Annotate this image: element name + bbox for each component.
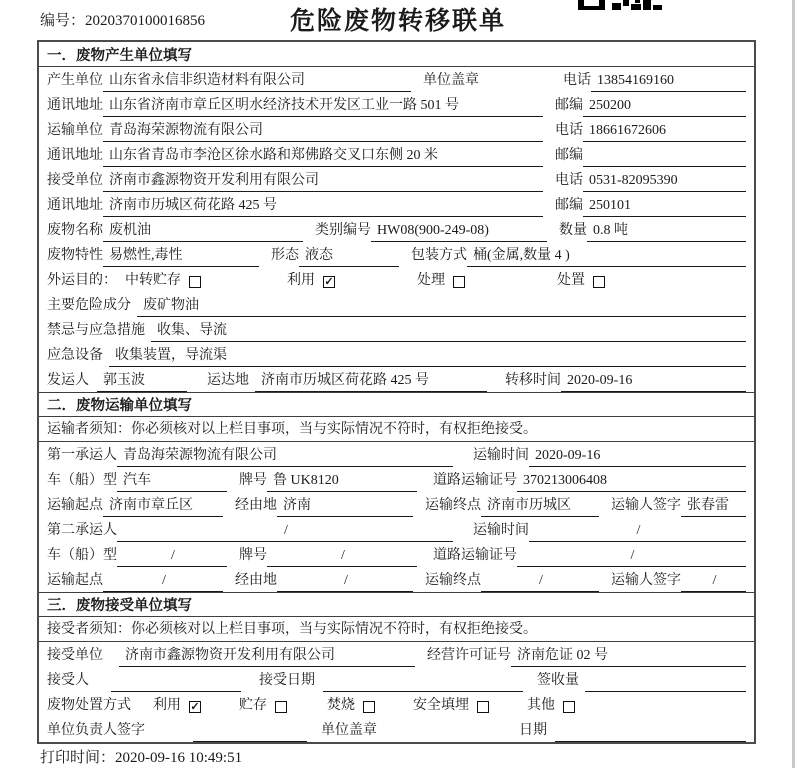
receive-unit-row (39, 642, 754, 667)
hazard-component-row (39, 292, 754, 317)
responsible-sign-value (193, 739, 307, 742)
transporter-address-row (39, 142, 754, 167)
category-code-value: HW08(900-249-08) (371, 223, 547, 242)
signoff-row (39, 717, 754, 742)
road-cert1-label: 道路运输证号 (433, 473, 517, 488)
route1-end-label: 运输终点 (425, 498, 481, 513)
producer-address-label: 通讯地址 (47, 98, 103, 113)
license-label: 经营许可证号 (427, 648, 511, 663)
plate2-value: / (267, 548, 417, 567)
transporter-zip-label: 邮编 (555, 148, 583, 163)
serial-value: 2020370100016856 (85, 13, 206, 29)
producer-phone-label: 电话 (563, 73, 591, 88)
receiver-unit-row (39, 167, 754, 192)
route1-sign-value: 张春雷 (681, 494, 746, 517)
dispatcher-row (39, 367, 754, 392)
first-carrier-value: 青岛海荣源物流有限公司 (117, 444, 453, 467)
route1-start-value: 济南市章丘区 (103, 494, 223, 517)
receiver-address-label: 通讯地址 (47, 198, 103, 213)
transporter-phone-label: 电话 (555, 123, 583, 138)
disposal-utilize-label: 利用 (153, 698, 181, 713)
vehicle1-type-label: 车（船）型 (47, 473, 117, 488)
signed-quantity-value (585, 689, 746, 692)
destination-label: 运达地 (207, 373, 249, 388)
receiver-address-value: 济南市历城区荷花路 425 号 (103, 194, 543, 217)
transport-time2-value: / (529, 523, 746, 542)
receiver-zip-label: 邮编 (555, 198, 583, 213)
first-carrier-label: 第一承运人 (47, 448, 117, 463)
transport-time2-label: 运输时间 (473, 523, 529, 538)
second-carrier-row (39, 517, 754, 542)
form-title: 危险废物转移联单 (289, 8, 506, 35)
producer-phone-value: 13854169160 (591, 73, 746, 92)
transport-time1-label: 运输时间 (473, 448, 529, 463)
responsible-sign-label: 单位负责人签字 (47, 723, 145, 738)
acceptor-row (39, 667, 754, 692)
disposal-option-other (527, 694, 575, 717)
dispatcher-label: 发运人 (47, 373, 89, 388)
hazard-component-label: 主要危险成分 (47, 298, 131, 313)
transfer-manifest-table (37, 40, 756, 744)
route1-via-value: 济南 (277, 494, 413, 517)
receive-unit-label: 接受单位 (47, 648, 103, 663)
disposal-option-utilize (153, 694, 201, 717)
route2-sign-value: / (681, 573, 746, 592)
receive-unit-value: 济南市鑫源物资开发利用有限公司 (119, 644, 415, 667)
transporter-unit-label: 运输单位 (47, 123, 103, 138)
transporter-zip-value (583, 164, 746, 167)
transfer-purpose-label: 外运目的： (47, 273, 117, 288)
signed-quantity-label: 签收量 (537, 673, 579, 688)
section-3-header: 三．废物接受单位填写 (39, 592, 754, 617)
section-2-header: 二．废物运输单位填写 (39, 392, 754, 417)
receiver-address-row (39, 192, 754, 217)
producer-zip-label: 邮编 (555, 98, 583, 113)
accept-date-label: 接受日期 (259, 673, 315, 688)
disposal-storage-label: 贮存 (239, 698, 267, 713)
route2-end-label: 运输终点 (425, 573, 481, 588)
waste-name-label: 废物名称 (47, 223, 103, 238)
purpose-storage-checkbox-icon (189, 276, 201, 288)
route2-start-value: / (103, 573, 223, 592)
second-carrier-label: 第二承运人 (47, 523, 117, 538)
plate1-value: 鲁 UK8120 (267, 469, 417, 492)
route2-sign-label: 运输人签字 (611, 573, 681, 588)
waste-property-value: 易燃性,毒性 (103, 244, 259, 267)
print-time-label: 打印时间： (40, 750, 116, 766)
print-time-value: 2020-09-16 10:49:51 (115, 750, 243, 766)
plate1-label: 牌号 (239, 473, 267, 488)
section-1-header: 一．废物产生单位填写 (39, 42, 754, 67)
print-time (40, 746, 242, 767)
receiver-unit-label: 接受单位 (47, 173, 103, 188)
form-state-label: 形态 (271, 248, 299, 263)
vehicle2-type-label: 车（船）型 (47, 548, 117, 563)
destination-value: 济南市历城区荷花路 425 号 (255, 369, 487, 392)
purpose-option-utilize (287, 269, 335, 292)
purpose-dispose-checkbox-icon (593, 276, 605, 288)
dispatcher-value: 郭玉波 (97, 369, 187, 392)
disposal-storage-checkbox-icon (275, 701, 287, 713)
receiver-notice-text: 接受者须知：你必须核对以上栏目事项，当与实际情况不符时，有权拒绝接受。 (47, 622, 537, 637)
route1-end-value: 济南市历城区 (481, 494, 599, 517)
transfer-purpose-row (39, 267, 754, 292)
packaging-value: 桶(金属,数量 4 ) (467, 244, 746, 267)
emergency-measures-value: 收集、导流 (151, 319, 746, 342)
waste-property-label: 废物特性 (47, 248, 103, 263)
disposal-incinerate-label: 焚烧 (327, 698, 355, 713)
disposal-option-landfill (413, 694, 489, 717)
acceptor-value (111, 689, 241, 692)
waste-name-value: 废机油 (103, 219, 303, 242)
producer-unit-row (39, 67, 754, 92)
packaging-label: 包装方式 (411, 248, 467, 263)
purpose-treat-checkbox-icon (453, 276, 465, 288)
route1-via-label: 经由地 (235, 498, 277, 513)
route2-via-label: 经由地 (235, 573, 277, 588)
receiver-zip-value: 250101 (583, 198, 746, 217)
transporter-phone-value: 18661672606 (583, 123, 746, 142)
purpose-utilize-label: 利用 (287, 273, 315, 288)
page-header (0, 0, 796, 40)
hazard-component-value: 废矿物油 (137, 294, 746, 317)
disposal-method-row (39, 692, 754, 717)
transporter-notice-text: 运输者须知：你必须核对以上栏目事项，当与实际情况不符时，有权拒绝接受。 (47, 422, 537, 437)
transporter-unit-value: 青岛海荣源物流有限公司 (103, 119, 543, 142)
emergency-equipment-label: 应急设备 (47, 348, 103, 363)
transport-time1-value: 2020-09-16 (529, 448, 746, 467)
acceptor-label: 接受人 (47, 673, 89, 688)
disposal-other-checkbox-icon (563, 701, 575, 713)
producer-address-row (39, 92, 754, 117)
producer-zip-value: 250200 (583, 98, 746, 117)
route1-start-label: 运输起点 (47, 498, 103, 513)
sign-date-label: 日期 (519, 723, 547, 738)
receiver-notice-row (39, 617, 754, 642)
disposal-landfill-checkbox-icon (477, 701, 489, 713)
sign-date-value (555, 739, 746, 742)
producer-unit-label: 产生单位 (47, 73, 103, 88)
emergency-measures-row (39, 317, 754, 342)
transfer-time-label: 转移时间 (505, 373, 561, 388)
disposal-method-label: 废物处置方式 (47, 698, 131, 713)
unit-seal-label: 单位盖章 (423, 73, 479, 88)
unit-seal2-label: 单位盖章 (321, 723, 377, 738)
vehicle2-type-value: / (117, 548, 227, 567)
disposal-incinerate-checkbox-icon (363, 701, 375, 713)
purpose-storage-label: 中转贮存 (125, 273, 181, 288)
road-cert1-value: 370213006408 (517, 473, 746, 492)
disposal-option-incinerate (327, 694, 375, 717)
receiver-unit-value: 济南市鑫源物资开发利用有限公司 (103, 169, 543, 192)
transporter-notice-row (39, 417, 754, 442)
producer-address-value: 山东省济南市章丘区明水经济技术开发区工业一路 501 号 (103, 94, 543, 117)
route2-start-label: 运输起点 (47, 573, 103, 588)
transfer-time-value: 2020-09-16 (561, 373, 746, 392)
disposal-other-label: 其他 (527, 698, 555, 713)
receiver-phone-label: 电话 (555, 173, 583, 188)
vehicle2-row (39, 542, 754, 567)
disposal-utilize-checkbox-icon: ✓ (190, 701, 200, 713)
route2-via-value: / (277, 573, 413, 592)
waste-name-row (39, 217, 754, 242)
transporter-unit-row (39, 117, 754, 142)
serial-label: 编号： (40, 13, 86, 29)
producer-unit-value: 山东省永信非织造材料有限公司 (103, 69, 411, 92)
emergency-equipment-row (39, 342, 754, 367)
receiver-phone-value: 0531-82095390 (583, 173, 746, 192)
quantity-label: 数量 (559, 223, 587, 238)
page-edge-line (792, 0, 795, 768)
route1-row (39, 492, 754, 517)
quantity-value: 0.8 吨 (587, 219, 746, 242)
purpose-option-treat (417, 269, 465, 292)
road-cert2-label: 道路运输证号 (433, 548, 517, 563)
disposal-landfill-label: 安全填埋 (413, 698, 469, 713)
plate2-label: 牌号 (239, 548, 267, 563)
qr-code-fragment-icon (578, 0, 662, 11)
form-state-value: 液态 (299, 244, 399, 267)
transporter-address-label: 通讯地址 (47, 148, 103, 163)
purpose-option-storage (125, 269, 201, 292)
road-cert2-value: / (517, 548, 746, 567)
purpose-utilize-checkbox-icon: ✓ (324, 276, 334, 288)
route2-row (39, 567, 754, 592)
first-carrier-row (39, 442, 754, 467)
second-carrier-value: / (117, 523, 453, 542)
waste-property-row (39, 242, 754, 267)
purpose-option-dispose (557, 269, 605, 292)
accept-date-value (323, 689, 523, 692)
purpose-treat-label: 处理 (417, 273, 445, 288)
vehicle1-type-value: 汽车 (117, 469, 227, 492)
disposal-option-storage (239, 694, 287, 717)
vehicle1-row (39, 467, 754, 492)
transporter-address-value: 山东省青岛市李沧区徐水路和郑佛路交叉口东侧 20 米 (103, 144, 543, 167)
route2-end-value: / (481, 573, 599, 592)
emergency-measures-label: 禁忌与应急措施 (47, 323, 145, 338)
route1-sign-label: 运输人签字 (611, 498, 681, 513)
license-value: 济南危证 02 号 (511, 644, 746, 667)
emergency-equipment-value: 收集装置，导流渠 (109, 344, 746, 367)
category-code-label: 类别编号 (315, 223, 371, 238)
purpose-dispose-label: 处置 (557, 273, 585, 288)
